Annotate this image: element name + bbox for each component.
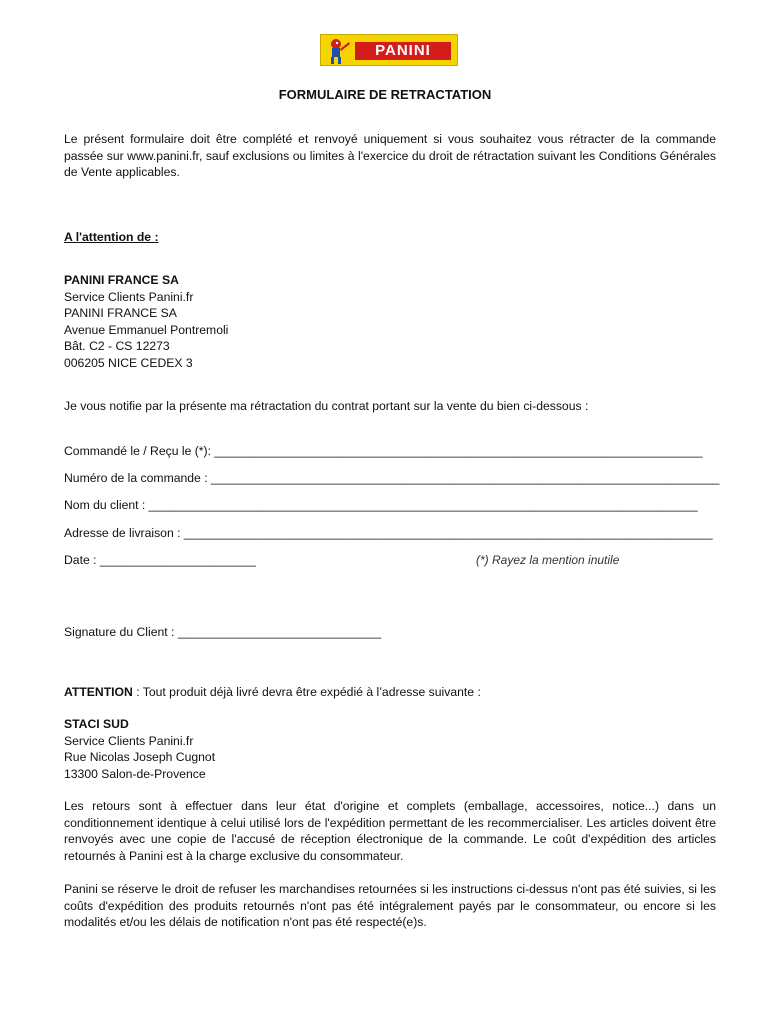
return-line: Rue Nicolas Joseph Cugnot [64, 750, 216, 764]
client-name-field[interactable]: Nom du client : _________________________________________________________________________________ [64, 498, 698, 512]
knight-mascot-icon [325, 37, 351, 65]
attention-text: : Tout produit déjà livré devra être expédié à l’adresse suivante : [132, 685, 481, 699]
mention-note: (*) Rayez la mention inutile [476, 553, 620, 567]
delivery-address-field[interactable]: Adresse de livraison : ______________________________________________________________________________ [64, 526, 713, 540]
intro-paragraph: Le présent formulaire doit être complété et renvoyé uniquement si vous souhaitez vous rétracter de la commande passée sur www.panini.fr, sauf exclusions ou limites à l'exercice du droit de rétractation suivant les Conditions Générales de Vente applicables. [64, 132, 716, 179]
recipient-line: Service Clients Panini.fr [64, 289, 194, 304]
signature-field[interactable]: Signature du Client : ______________________________ [64, 625, 382, 639]
date-field[interactable]: Date : _______________________ [64, 553, 256, 567]
return-line: Service Clients Panini.fr [64, 733, 194, 748]
order-number-field[interactable]: Numéro de la commande : ___________________________________________________________________________ [64, 471, 720, 485]
panini-logo [320, 34, 458, 66]
return-name: STACI SUD [64, 717, 129, 731]
attention-label: ATTENTION [64, 685, 133, 699]
logo-wordmark: PANINI [355, 42, 451, 60]
attention-notice [64, 684, 481, 701]
returns-paragraph: Les retours sont à effectuer dans leur état d'origine et complets (emballage, accessoires, notice...) dans un conditionnement identique à celui utilisé lors de l'expédition permettant de les recommercialiser. Les articles doivent être renvoyés avec une copie de l'accusé de réception électronique de la commande. Le coût d'expédition des articles retournés à Panini est à la charge exclusive du consommateur. [64, 799, 716, 863]
refusal-paragraph: Panini se réserve le droit de refuser les marchandises retournées si les instructions ci-dessus n'ont pas été suivies, si les coûts d'expédition des produits retournés n'ont pas été intégralement payés par le consommateur, ou encore si les modalités et/ou les délais de notification n'ont pas été respecté(e)s. [64, 882, 716, 929]
recipient-address [64, 272, 228, 371]
notice-text: Je vous notifie par la présente ma rétractation du contrat portant sur la vente du bien ci-dessous : [64, 399, 589, 413]
attention-heading: A l'attention de : [64, 230, 159, 244]
return-address [64, 716, 215, 782]
ordered-date-field[interactable]: Commandé le / Reçu le (*): ________________________________________________________________________ [64, 444, 703, 458]
recipient-name: PANINI FRANCE SA [64, 273, 179, 287]
return-line: 13300 Salon-de-Provence [64, 766, 206, 781]
recipient-line: Avenue Emmanuel Pontremoli [64, 322, 229, 337]
recipient-line: 006205 NICE CEDEX 3 [64, 355, 193, 370]
recipient-line: Bât. C2 - CS 12273 [64, 339, 170, 353]
recipient-line: PANINI FRANCE SA [64, 306, 177, 320]
page-title: FORMULAIRE DE RETRACTATION [278, 87, 492, 102]
